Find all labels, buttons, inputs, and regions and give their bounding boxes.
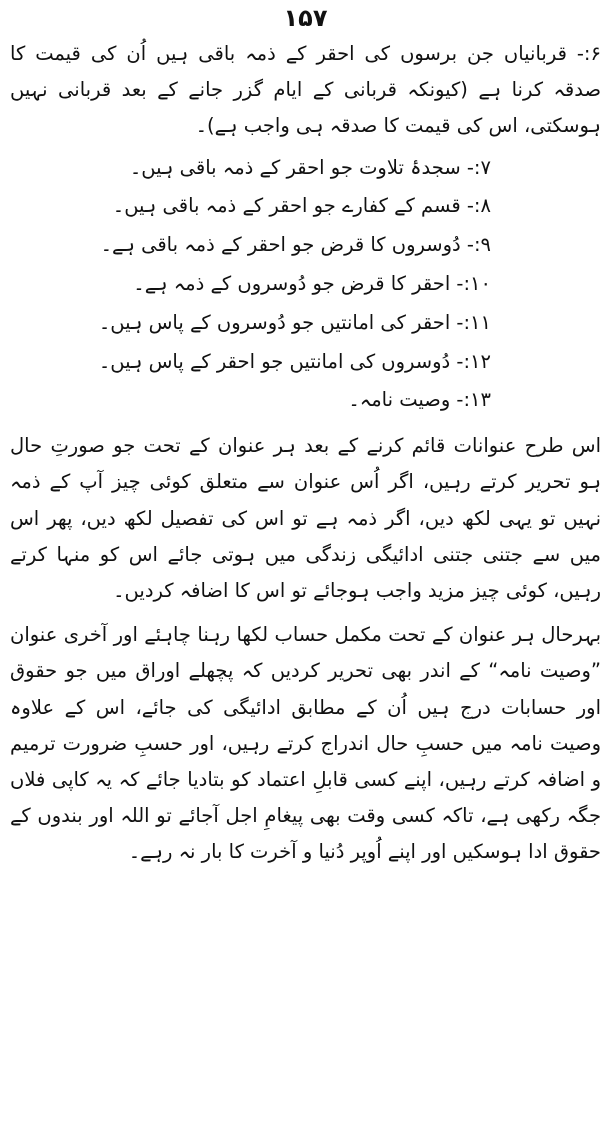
intro-item-paragraph: ۶:- قربانیاں جن برسوں کی احقر کے ذمہ باقی ہیں اُن کی قیمت کا صدقہ کرنا ہے (کیونکہ قربانی کے ایام گزر جانے کے بعد قربانی نہیں ہوسکتی، اس کی قیمت کا صدقہ ہی واجب ہے)۔ xyxy=(10,42,601,138)
list-item: ۱۰:- احقر کا قرض جو دُوسروں کے ذمہ ہے۔ xyxy=(133,272,491,295)
list-item: ۹:- دُوسروں کا قرض جو احقر کے ذمہ باقی ہے۔ xyxy=(100,233,491,257)
list-item: ۱۳:- وصیت نامہ۔ xyxy=(348,388,491,412)
list-item: ۱۱:- احقر کی امانتیں جو دُوسروں کے پاس ہیں۔ xyxy=(98,310,491,334)
body-paragraph-3: بہرحال ہر عنوان کے تحت مکمل حساب لکھا رہنا چاہئے اور آخری عنوان ”وصیت نامہ“ کے اندر بھی تحریر کردیں کہ پچھلے اوراق میں جو حقوق اور حسابات درج ہیں اُن کے مطابق ادائیگی کی جائے، اس کے علاوہ وصیت نامہ میں حسبِ حال اندراج کرتے رہیں، اور حسبِ ضرورت ترمیم و اضافہ کرتے رہیں، اپنے کسی قابلِ اعتماد کو بتادیا جائے کہ یہ کاپی فلاں جگہ رکھی ہے، تاکہ کسی وقت بھی پیغامِ اجل آجائے تو اللہ اور بندوں کے حقوق ادا ہوسکیں اور اپنے اُوپر دُنیا و آخرت کا بار نہ رہے۔ xyxy=(10,623,601,864)
body-paragraph-2: اس طرح عنوانات قائم کرنے کے بعد ہر عنوان کے تحت جو صورتِ حال ہو تحریر کرتے رہیں، اگر اُس عنوان سے متعلق کوئی چیز آپ کے ذمہ نہیں تو یہی لکھ دیں، اگر ذمہ ہے تو اس کی تفصیل لکھ دیں، پھر اس میں سے جتنی جتنی ادائیگی زندگی میں ہوتی جائے اس کو منہا کرتے رہیں، کوئی چیز مزید واجب ہوجائے تو اس کا اضافہ کردیں۔ xyxy=(10,434,601,602)
list-item: ۷:- سجدۂ تلاوت جو احقر کے ذمہ باقی ہیں۔ xyxy=(129,155,491,179)
page-number: ۱۵۷ xyxy=(283,4,328,32)
list-item: ۸:- قسم کے کفارے جو احقر کے ذمہ باقی ہیں۔ xyxy=(112,194,491,218)
items-list xyxy=(10,149,601,421)
list-item: ۱۲:- دُوسروں کی امانتیں جو احقر کے پاس ہیں۔ xyxy=(98,349,491,373)
